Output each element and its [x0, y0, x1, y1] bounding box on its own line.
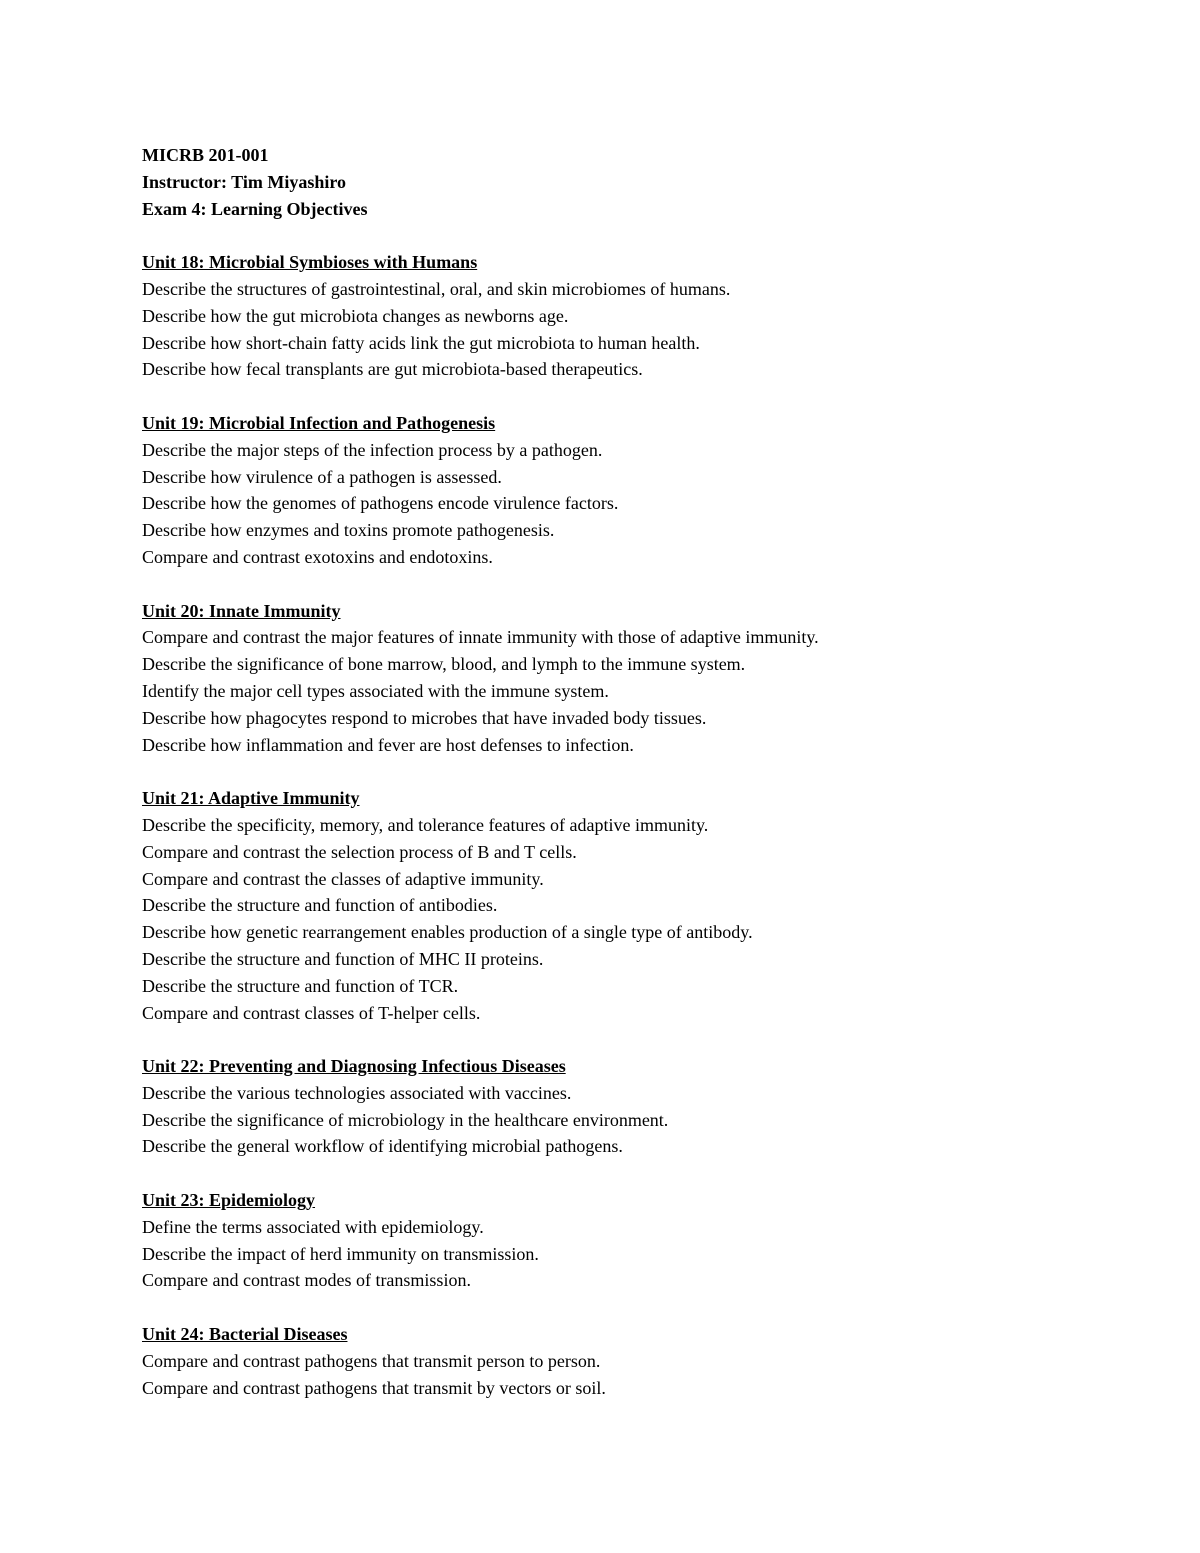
learning-objective: Describe how inflammation and fever are host defenses to infection.: [142, 734, 634, 755]
learning-objective: Compare and contrast the selection process of B and T cells.: [142, 841, 577, 862]
objectives-list: [142, 276, 1142, 383]
learning-objective: Define the terms associated with epidemiology.: [142, 1216, 484, 1237]
unit-section: [142, 1321, 1142, 1401]
learning-objective: Describe the general workflow of identifying microbial pathogens.: [142, 1136, 623, 1157]
units-list: [142, 249, 1142, 1401]
learning-objective: Compare and contrast classes of T-helper cells.: [142, 1002, 481, 1023]
learning-objective: Describe how enzymes and toxins promote pathogenesis.: [142, 520, 555, 541]
objectives-list: [142, 1080, 1142, 1160]
course-code: MICRB 201-001: [142, 145, 269, 165]
learning-objective: Compare and contrast pathogens that transmit by vectors or soil.: [142, 1377, 606, 1398]
unit-title: Unit 23: Epidemiology: [142, 1190, 316, 1211]
learning-objective: Compare and contrast modes of transmission.: [142, 1270, 471, 1291]
learning-objective: Describe the structure and function of TCR.: [142, 975, 459, 996]
learning-objective: Describe the impact of herd immunity on transmission.: [142, 1243, 539, 1264]
learning-objective: Describe the structure and function of MHC II proteins.: [142, 948, 544, 969]
unit-title: Unit 24: Bacterial Diseases: [142, 1324, 348, 1345]
learning-objective: Describe how the gut microbiota changes as newborns age.: [142, 305, 569, 326]
learning-objective: Compare and contrast exotoxins and endotoxins.: [142, 546, 493, 567]
exam-title: Exam 4: Learning Objectives: [142, 198, 368, 219]
learning-objective: Describe how phagocytes respond to microbes that have invaded body tissues.: [142, 707, 707, 728]
learning-objective: Describe how short-chain fatty acids link the gut microbiota to human health.: [142, 332, 700, 353]
learning-objective: Describe the various technologies associated with vaccines.: [142, 1082, 572, 1103]
learning-objective: Compare and contrast the major features of innate immunity with those of adaptive immunity.: [142, 627, 819, 648]
learning-objective: Compare and contrast pathogens that transmit person to person.: [142, 1350, 601, 1371]
objectives-list: [142, 624, 1142, 758]
learning-objective: Describe how fecal transplants are gut microbiota-based therapeutics.: [142, 359, 643, 380]
unit-title: Unit 18: Microbial Symbioses with Humans: [142, 252, 478, 273]
learning-objective: Identify the major cell types associated with the immune system.: [142, 680, 609, 701]
unit-title: Unit 20: Innate Immunity: [142, 600, 341, 621]
unit-title: Unit 21: Adaptive Immunity: [142, 788, 360, 809]
learning-objective: Describe the structures of gastrointestinal, oral, and skin microbiomes of humans.: [142, 278, 731, 299]
objectives-list: [142, 1214, 1142, 1294]
learning-objective: Describe the structure and function of antibodies.: [142, 895, 498, 916]
objectives-list: [142, 812, 1142, 1026]
document-page: [142, 142, 1142, 1401]
learning-objective: Describe the major steps of the infection process by a pathogen.: [142, 439, 603, 460]
document-header: [142, 142, 1142, 222]
learning-objective: Describe the significance of bone marrow, blood, and lymph to the immune system.: [142, 654, 746, 675]
learning-objective: Compare and contrast the classes of adaptive immunity.: [142, 868, 544, 889]
unit-title: Unit 22: Preventing and Diagnosing Infectious Diseases: [142, 1056, 566, 1077]
instructor-name: Instructor: Tim Miyashiro: [142, 171, 347, 192]
learning-objective: Describe how the genomes of pathogens encode virulence factors.: [142, 493, 619, 514]
unit-section: [142, 410, 1142, 571]
unit-section: [142, 598, 1142, 759]
learning-objective: Describe how genetic rearrangement enables production of a single type of antibody.: [142, 922, 753, 943]
learning-objective: Describe the specificity, memory, and tolerance features of adaptive immunity.: [142, 814, 709, 835]
objectives-list: [142, 437, 1142, 571]
objectives-list: [142, 1348, 1142, 1402]
unit-section: [142, 785, 1142, 1026]
unit-section: [142, 1187, 1142, 1294]
unit-section: [142, 1053, 1142, 1160]
unit-section: [142, 249, 1142, 383]
learning-objective: Describe how virulence of a pathogen is assessed.: [142, 466, 502, 487]
unit-title: Unit 19: Microbial Infection and Pathogenesis: [142, 412, 496, 433]
learning-objective: Describe the significance of microbiology in the healthcare environment.: [142, 1109, 669, 1130]
